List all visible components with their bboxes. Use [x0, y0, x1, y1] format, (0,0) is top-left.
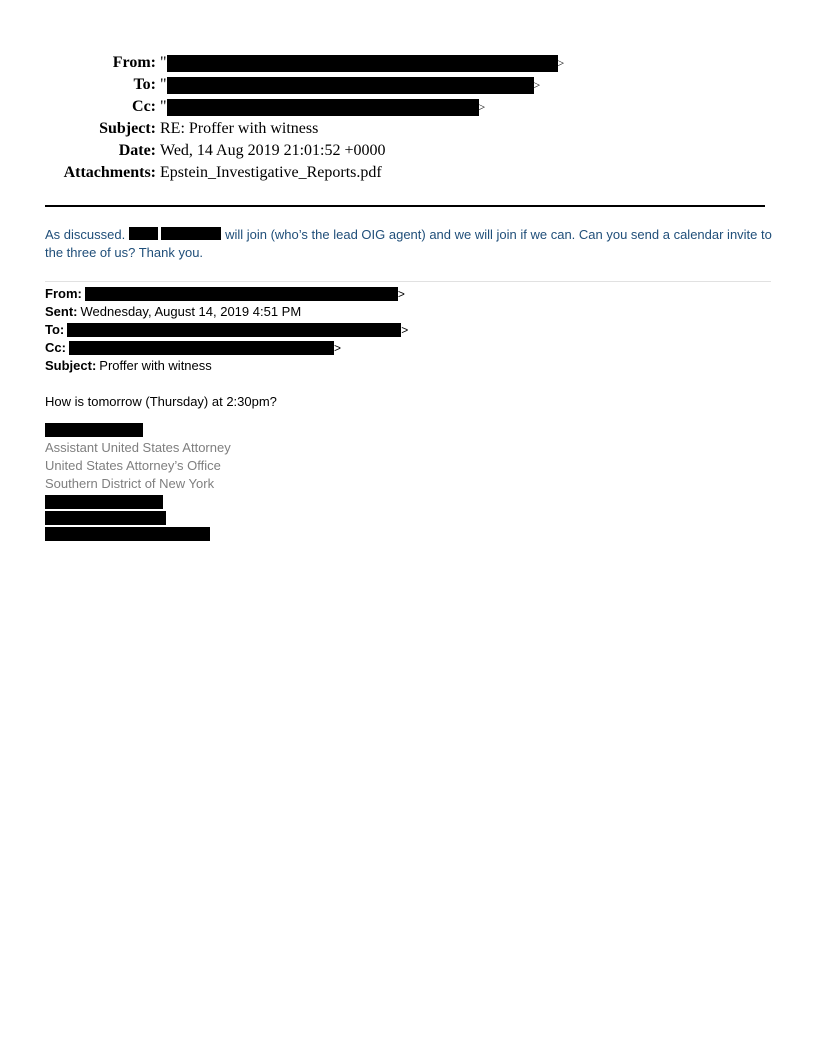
header-from-row: [0, 52, 564, 74]
cc-label: Cc:: [132, 98, 156, 115]
message-separator: [45, 281, 771, 282]
signature-block: [45, 423, 408, 541]
quote-mark: ": [160, 54, 167, 71]
orig-to-row: [45, 321, 408, 339]
orig-from-label: From:: [45, 286, 82, 301]
angle-bracket: >: [401, 323, 409, 337]
redaction-block: [45, 495, 163, 509]
angle-bracket: >: [557, 56, 565, 70]
redaction-block: [161, 227, 221, 240]
header-cc-row: [0, 96, 564, 118]
signature-office: United States Attorney’s Office: [45, 458, 221, 473]
header-date-row: [0, 140, 564, 162]
date-value: Wed, 14 Aug 2019 21:01:52 +0000: [160, 142, 386, 159]
redaction-block: [167, 99, 479, 116]
subject-label: Subject:: [99, 120, 156, 137]
orig-from-row: [45, 285, 408, 303]
original-message: [45, 285, 408, 543]
angle-bracket: >: [533, 78, 541, 92]
redaction-block: [45, 511, 166, 525]
from-value: [160, 52, 564, 74]
angle-bracket: >: [333, 341, 341, 355]
redaction-block: [167, 77, 534, 94]
to-value: [160, 74, 540, 96]
redaction-block: [45, 527, 210, 541]
orig-subject-row: [45, 357, 408, 375]
signature-district: Southern District of New York: [45, 476, 215, 491]
redaction-block: [85, 287, 398, 301]
attachments-label: Attachments:: [63, 164, 156, 181]
redaction-block: [69, 341, 334, 355]
from-label: From:: [112, 54, 156, 71]
angle-bracket: >: [478, 100, 486, 114]
quote-mark: ": [160, 98, 167, 115]
orig-sent-value: Wednesday, August 14, 2019 4:51 PM: [80, 304, 302, 319]
attachment-filename: Epstein_Investigative_Reports.pdf: [160, 164, 382, 181]
message-body: How is tomorrow (Thursday) at 2:30pm?: [45, 394, 277, 409]
orig-to-label: To:: [45, 322, 65, 337]
orig-sent-label: Sent:: [45, 304, 78, 319]
date-label: Date:: [118, 142, 156, 159]
orig-subject-label: Subject:: [45, 358, 97, 373]
orig-cc-label: Cc:: [45, 340, 66, 355]
redaction-block: [129, 227, 158, 240]
header-divider: [45, 205, 765, 207]
orig-subject-value: Proffer with witness: [99, 358, 212, 373]
signature-title: Assistant United States Attorney: [45, 440, 231, 455]
subject-value: RE: Proffer with witness: [160, 120, 319, 137]
email-header: [0, 52, 564, 184]
redaction-block: [67, 323, 401, 337]
reply-message: [45, 226, 775, 262]
angle-bracket: >: [397, 287, 405, 301]
quote-mark: ": [160, 76, 167, 93]
reply-text-start: As discussed.: [45, 227, 126, 242]
orig-cc-row: [45, 339, 408, 357]
header-subject-row: [0, 118, 564, 140]
header-to-row: [0, 74, 564, 96]
orig-sent-row: [45, 303, 408, 321]
cc-value: [160, 96, 485, 118]
redaction-block: [167, 55, 558, 72]
to-label: To:: [133, 76, 156, 93]
header-attachments-row: [0, 162, 564, 184]
reply-text-end: will join (who’s the lead OIG agent) and we will join if we can. Can you send a calendar invite to the three of us? Thank you.: [45, 227, 772, 260]
redaction-block: [45, 423, 143, 437]
